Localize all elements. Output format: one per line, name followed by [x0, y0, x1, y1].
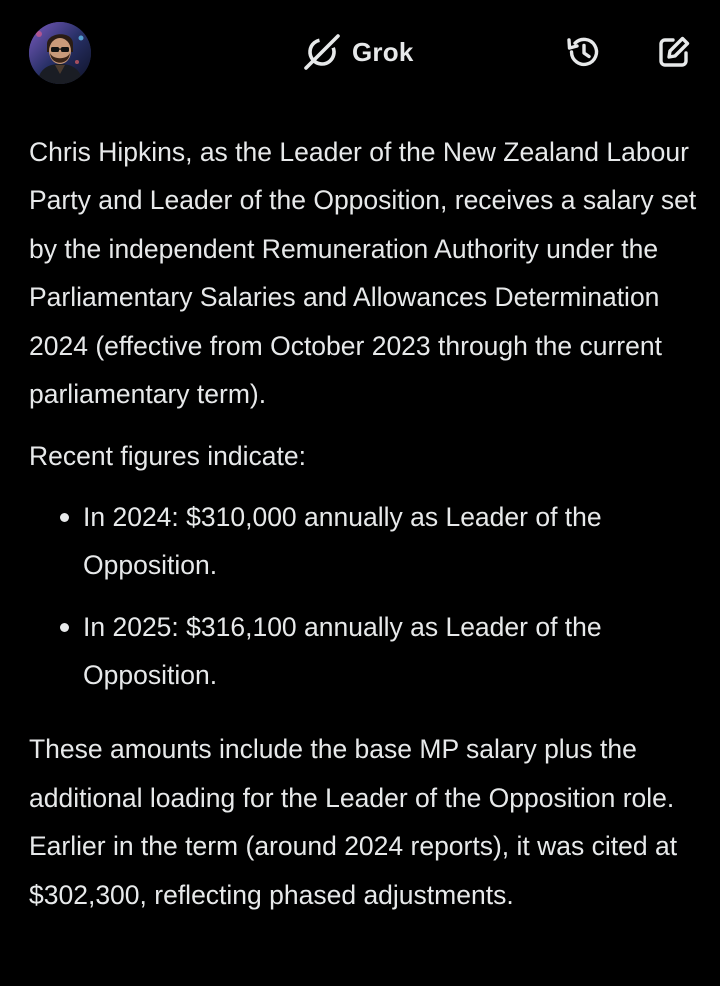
list-item [29, 603, 699, 700]
grok-logo-icon [300, 31, 342, 73]
history-button[interactable] [561, 30, 605, 74]
message-paragraph-recent: Recent figures indicate: [29, 441, 306, 472]
brand [300, 30, 413, 74]
bullet-icon [60, 623, 69, 632]
brand-label: Grok [352, 36, 414, 67]
list-item [29, 493, 699, 590]
assistant-message [29, 128, 699, 919]
avatar-image [29, 22, 91, 84]
message-paragraph-closing: These amounts include the base MP salary plus the additional loading for the Leader of the Opposition role. Earlier in the term (around 2024 reports), it was cited at $302,300, reflecting phased adjustments. [29, 734, 678, 910]
bullet-icon [60, 513, 69, 522]
history-icon [563, 32, 603, 72]
compose-icon [654, 32, 694, 72]
list-item-text: In 2025: $316,100 annually as Leader of the Opposition. [83, 611, 602, 691]
new-chat-button[interactable] [652, 30, 696, 74]
figures-list [29, 493, 699, 700]
message-paragraph-intro: Chris Hipkins, as the Leader of the New Zealand Labour Party and Leader of the Opposition, receives a salary set by the independent Remuneration Authority under the Parliamentary Salaries and Allowances Determination 2024 (effective from October 2023 through the current parliamentary term). [29, 137, 697, 410]
user-avatar[interactable] [29, 22, 91, 84]
app-header [0, 0, 720, 104]
list-item-text: In 2024: $310,000 annually as Leader of the Opposition. [83, 501, 602, 581]
